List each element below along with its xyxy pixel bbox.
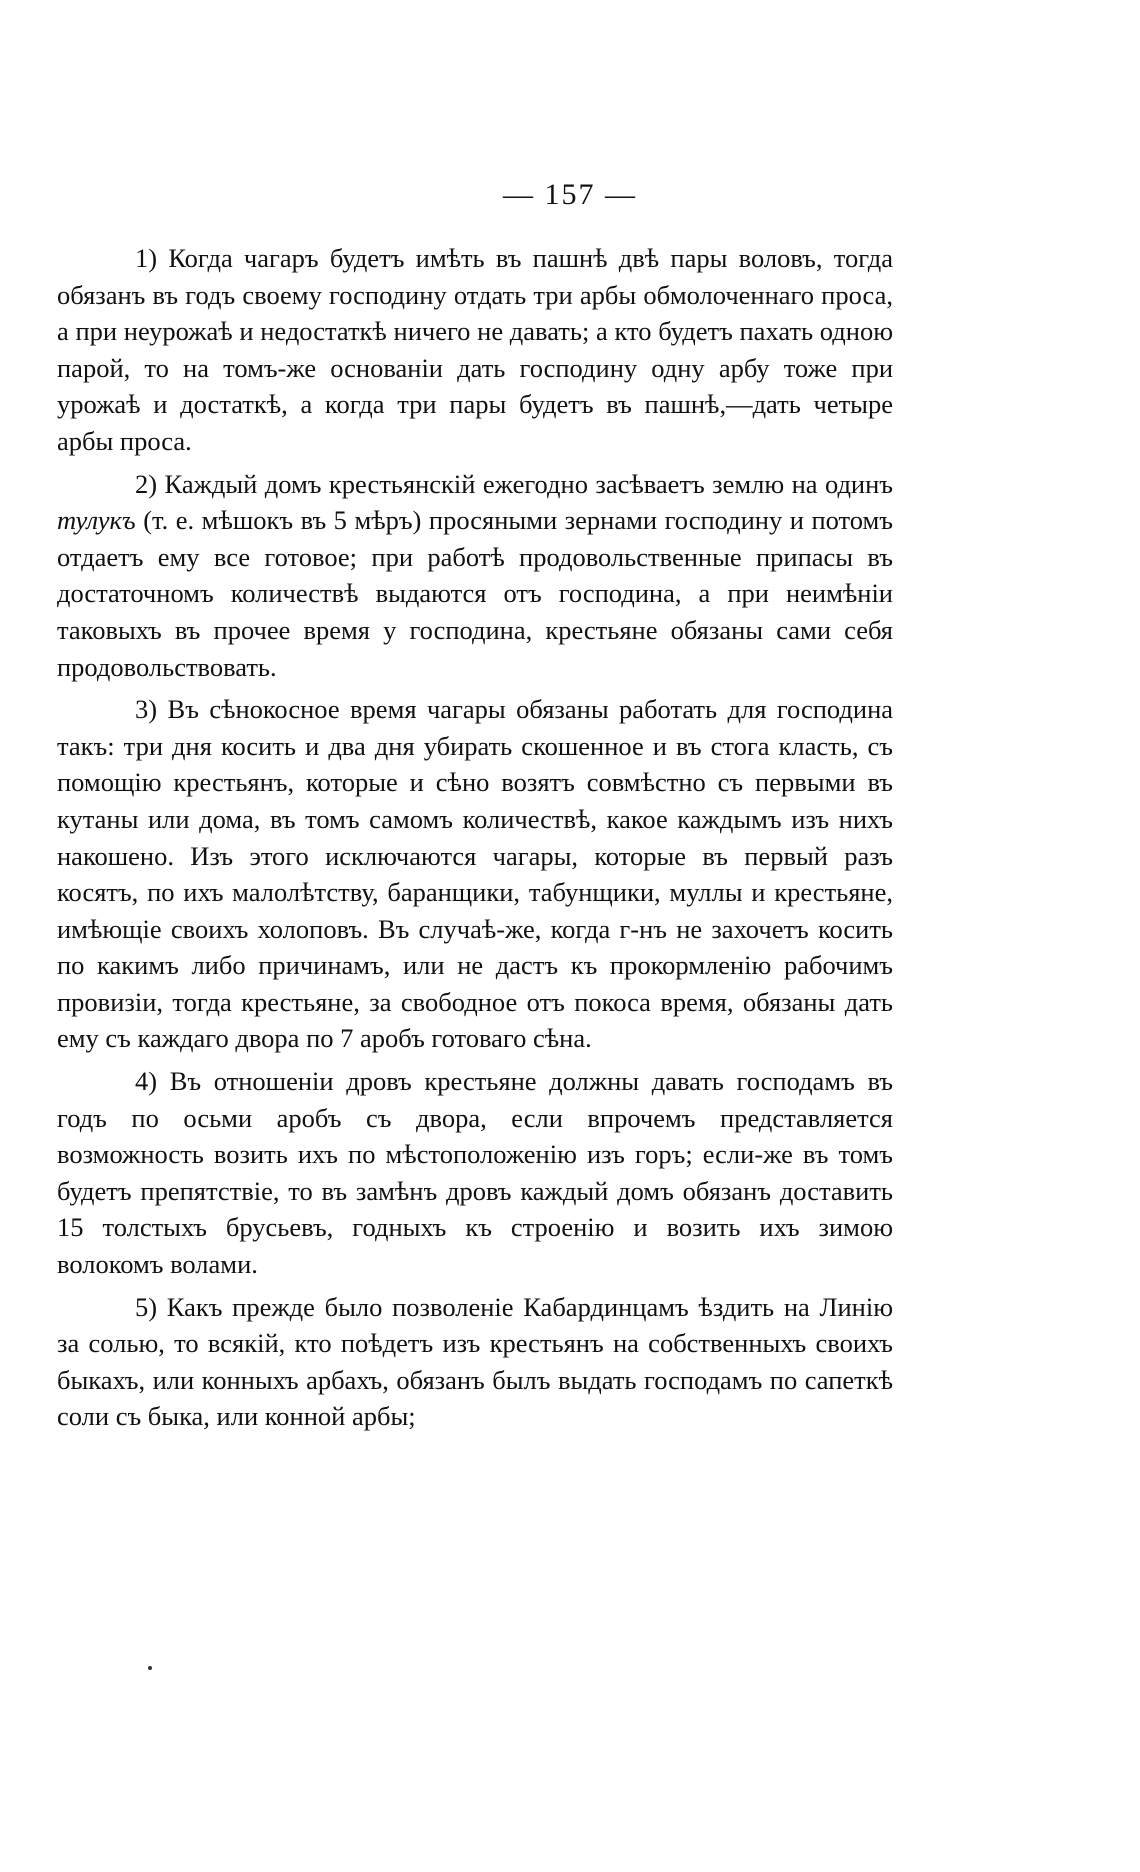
- paragraph-text: Каждый домъ крестьянскій ежегодно засѣваетъ землю на одинъ: [164, 468, 893, 499]
- paragraph-2: [57, 466, 893, 686]
- paragraph-number: 4): [135, 1066, 158, 1097]
- paragraph-number: 1): [135, 243, 158, 273]
- paragraph-number: 5): [135, 1291, 158, 1322]
- italic-term: тулукъ: [57, 505, 136, 536]
- body-text: [57, 240, 893, 1441]
- paragraph-text: Какъ прежде было позволеніе Кабардинцамъ ѣздить на Линію за солью, то всякій, кто поѣдетъ изъ крестьянъ на собственныхъ своихъ быкахъ, или конныхъ арбахъ, обязанъ былъ выдать господамъ по сапеткѣ соли съ быка, или конной арбы;: [57, 1291, 894, 1432]
- paragraph-3: [57, 691, 893, 1057]
- paragraph-5: [57, 1289, 893, 1435]
- paragraph-text: Въ сѣнокосное время чагары обязаны работать для господина такъ: три дня косить и два дня убирать скошенное и въ стога класть, съ помощію крестьянъ, которые и сѣно возятъ совмѣстно съ первыми въ кутаны или дома, въ томъ самомъ количествѣ, какое каждымъ изъ нихъ накошено. Изъ этого исключаются чагары, которые въ первый разъ косятъ, по ихъ малолѣтству, баранщики, табунщики, муллы и крестьяне, имѣющіе своихъ холоповъ. Въ случаѣ-же, когда г-нъ не захочетъ косить по какимъ либо причинамъ, или не дастъ къ прокормленію рабочимъ провизіи, тогда крестьяне, за свободное отъ покоса время, обязаны дать ему съ каждаго двора по 7 аробъ готоваго сѣна.: [57, 694, 894, 1054]
- paragraph-1: [57, 240, 893, 460]
- paragraph-number: 2): [135, 468, 158, 499]
- paragraph-text: Въ отношеніи дровъ крестьяне должны давать господамъ въ годъ по осьми аробъ съ двора, если впрочемъ представляется возможность возить ихъ по мѣстоположенію изъ горъ; если-же въ томъ будетъ препятствіе, то въ замѣнъ дровъ каждый домъ обязанъ доставить 15 толстыхъ брусьевъ, годныхъ къ строенію и возить ихъ зимою волокомъ волами.: [57, 1066, 893, 1280]
- paragraph-text: Когда чагаръ будетъ имѣть въ пашнѣ двѣ пары воловъ, тогда обязанъ въ годъ своему господину отдать три арбы обмолоченнаго проса, а при неурожаѣ и недостаткѣ ничего не давать; а кто будетъ пахать одною парой, то на томъ-же основаніи дать господину одну арбу тоже при урожаѣ и достаткѣ, а когда три пары будетъ въ пашнѣ,—дать четыре арбы проса.: [57, 243, 894, 456]
- paragraph-number: 3): [135, 694, 158, 725]
- page-number: — 157 —: [503, 178, 637, 211]
- paragraph-text: (т. е. мѣшокъ въ 5 мѣръ) просяными зернами господину и потомъ отдаетъ ему все готовое; при работѣ продовольственные припасы въ достаточномъ количествѣ выдаются отъ господина, а при неимѣніи таковыхъ въ прочее время у господина, крестьяне обязаны сами себя продовольствовать.: [57, 505, 893, 682]
- paragraph-4: [57, 1063, 893, 1283]
- print-speck: [148, 1666, 152, 1670]
